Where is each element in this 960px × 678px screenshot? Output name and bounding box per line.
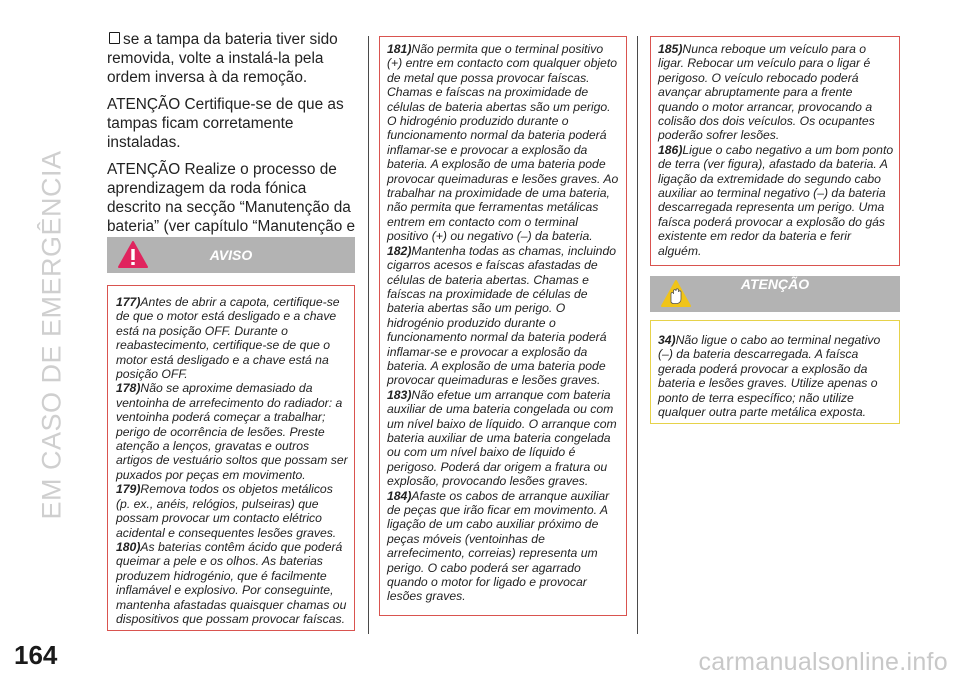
aviso-continuation-box [379,36,627,616]
section-side-title: EM CASO DE EMERGÊNCIA [36,150,67,520]
warning-item: 185)Nunca reboque um veículo para o ligar. Rebocar um veículo para o ligar é perigoso. O veículo rebocado poderá avançar abruptamente para a frente quando o motor arrancar, provocando a colisão dos dois veículos. Os ocupantes poderão sofrer lesões. [658,42,875,143]
checkbox-square-icon [109,32,120,44]
aviso-continuation-box-right [650,36,900,266]
caution-item: 34)Não ligue o cabo ao terminal negativo (–) da bateria descarregada. A faísca gerada poderá provocar a explosão da bateria e lesões graves. Utilize apenas o ponto de terra específico; não utilize qualquer outra parte metálica exposta. [658,333,881,420]
column-divider-right [637,36,638,634]
warning-item: 178)Não se aproxime demasiado da ventoinha de arrefecimento do radiador: a ventoinha poderá começar a trabalhar; perigo de ocorrência de lesões. Preste atenção a lenços, gravatas e outros artigos de vestuário soltos que possam ser puxados por peças em movimento. [116,381,348,482]
body-paragraph: ATENÇÃO Certifique-se de que as tampas ficam corretamente instaladas. [107,96,344,151]
column-divider-left [368,36,369,634]
warning-item: 177)Antes de abrir a capota, certifique-se de que o motor está desligado e a chave está na posição OFF. Durante o reabastecimento, certifique-se de que o motor está desligado e a chave está na posição OFF. [116,295,340,382]
warning-item: 180)As baterias contêm ácido que poderá queimar a pele e os olhos. As baterias produzem hidrogénio, que é facilmente inflamável e explosivo. Por conseguinte, mantenha afastadas quaisquer chamas ou dispositivos que possam provocar faíscas. [116,539,347,626]
atencao-header [650,276,900,312]
body-paragraph: ATENÇÃO Realize o processo de aprendizagem da roda fónica descrito na secção “Manutenção da bateria” (ver capítulo “Manutenção e [107,161,356,235]
body-paragraph [107,30,357,87]
warning-item: 183)Não efetue um arranque com bateria auxiliar de uma bateria congelada ou com um nível baixo de líquido. O arranque com bateria auxiliar de uma bateria congelada ou com um nível baixo de líquido é perigoso. Poderá dar origem a fratura ou explosão, provocando lesões graves. [387,387,617,489]
warning-item: 181)Não permita que o terminal positivo (+) entre em contacto com qualquer objeto de metal que possa provocar faíscas. Chamas e faíscas na proximidade de células de bateria abertas são um perigo. O hidrogénio produzido durante o funcionamento normal da bateria poderá inflamar-se e provocar a explosão da bateria. A explosão de uma bateria pode provocar queimaduras e lesões graves. Ao trabalhar na proximidade de uma bateria, não permita que ferramentas metálicas entrem em contacto com o terminal positivo (+) ou negativo (–) da bateria. [387,42,619,244]
aviso-label: AVISO [209,247,253,263]
aviso-header [107,237,355,273]
atencao-label: ATENÇÃO [740,276,810,292]
body-column [107,30,357,263]
warning-item: 179)Remova todos os objetos metálicos (p. ex., anéis, relógios, pulseiras) que possam provocar um contacto elétrico acidental e consequentes lesões graves. [116,482,337,540]
page-number: 164 [14,640,58,670]
warning-item: 184)Afaste os cabos de arranque auxiliar de peças que irão ficar em movimento. A ligação de um cabo auxiliar próximo de peças móveis (ventoinhas de arrefecimento, correias) representa um perigo. O cabo poderá ser agarrado quando o motor for ligado e provocar lesões graves. [387,488,610,604]
watermark: carmanualsonline.info [698,648,948,676]
aviso-box [107,285,355,631]
warning-item: 186)Ligue o cabo negativo a um bom ponto de terra (ver figura), afastado da bateria. A ligação da extremidade do segundo cabo auxiliar ao terminal negativo (–) da bateria descarregada representa um perigo. Uma faísca poderá provocar a explosão do gás existente em redor da bateria e ferir alguém. [658,142,894,258]
body-paragraph-text: se a tampa da bateria tiver sido removida, volte a instalá-la pela ordem inversa à da remoção. [107,31,338,86]
atencao-box [650,320,900,424]
warning-item: 182)Mantenha todas as chamas, incluindo cigarros acesos e faíscas afastadas de células de bateria abertas. Chamas e faíscas na proximidade de células de bateria abertas são um perigo. O hidrogénio produzido durante o funcionamento normal da bateria poderá inflamar-se e provocar a explosão da bateria. A explosão de uma bateria pode provocar queimaduras e lesões graves. [387,243,617,388]
